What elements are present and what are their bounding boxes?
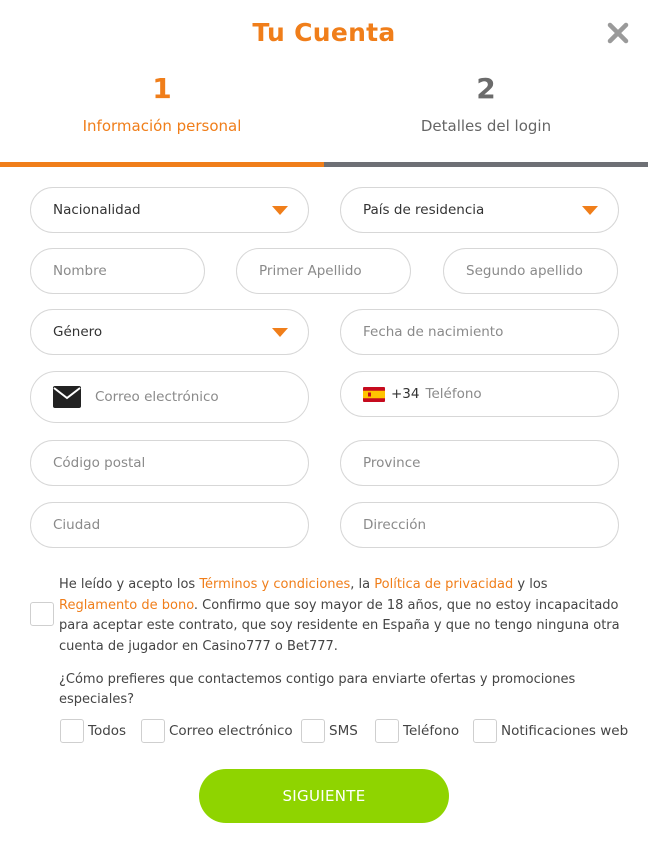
bonus-rules-link[interactable]: Reglamento de bono (59, 597, 194, 613)
birth-date-placeholder: Fecha de nacimiento (363, 324, 504, 340)
province-placeholder: Province (363, 455, 421, 471)
contact-question: ¿Cómo prefieres que contactemos contigo para enviarte ofertas y promociones especiales? (59, 672, 576, 707)
residence-value: País de residencia (363, 202, 485, 218)
option-label: Teléfono (403, 723, 460, 739)
contact-option-phone[interactable] (375, 718, 459, 744)
terms-text (59, 575, 624, 657)
step-number: 1 (152, 72, 172, 105)
contact-option-all[interactable] (60, 718, 126, 744)
terms-text-part: He leído y acepto los (59, 577, 200, 592)
option-label: Notificaciones web (501, 723, 629, 739)
phone-field[interactable] (340, 371, 619, 417)
birth-date-field[interactable] (340, 309, 619, 355)
terms-text-part: y los (513, 577, 548, 592)
step-progress-active (0, 162, 324, 167)
nationality-select[interactable] (30, 187, 309, 233)
second-surname-field[interactable] (443, 248, 618, 294)
checkbox[interactable] (375, 719, 399, 743)
page-title: Tu Cuenta (252, 18, 396, 47)
phone-prefix: +34 (391, 386, 420, 402)
option-label: Todos (88, 723, 127, 739)
nationality-value: Nacionalidad (53, 202, 141, 218)
phone-placeholder: Teléfono (425, 386, 482, 402)
chevron-down-icon (272, 206, 288, 215)
contact-option-sms[interactable] (301, 718, 358, 744)
postal-code-placeholder: Código postal (53, 455, 146, 471)
step-number: 2 (476, 72, 496, 105)
envelope-icon (53, 386, 81, 408)
contact-option-email[interactable] (141, 718, 293, 744)
option-label: Correo electrónico (169, 723, 293, 739)
first-surname-field[interactable] (236, 248, 411, 294)
terms-link[interactable]: Términos y condiciones (199, 577, 351, 592)
contact-option-web-notifications[interactable] (473, 718, 628, 744)
privacy-policy-link[interactable]: Política de privacidad (374, 577, 514, 592)
address-field[interactable] (340, 502, 619, 548)
checkbox[interactable] (301, 719, 325, 743)
chevron-down-icon (272, 328, 288, 337)
step-personal-info[interactable] (0, 0, 324, 135)
gender-value: Género (53, 324, 103, 340)
step-progress-inactive (324, 162, 648, 167)
residence-select[interactable] (340, 187, 619, 233)
step-label: Información personal (82, 117, 242, 135)
checkbox[interactable] (141, 719, 165, 743)
next-button[interactable]: SIGUIENTE (199, 769, 449, 823)
email-placeholder: Correo electrónico (95, 389, 219, 405)
terms-checkbox[interactable] (30, 602, 54, 626)
checkbox[interactable] (60, 719, 84, 743)
terms-text-part: , la (350, 577, 375, 592)
first-name-placeholder: Nombre (53, 263, 107, 279)
email-field[interactable] (30, 371, 309, 423)
first-surname-placeholder: Primer Apellido (259, 263, 362, 279)
first-name-field[interactable] (30, 248, 205, 294)
step-label: Detalles del login (420, 117, 552, 135)
checkbox[interactable] (473, 719, 497, 743)
chevron-down-icon (582, 206, 598, 215)
city-placeholder: Ciudad (53, 517, 101, 533)
option-label: SMS (329, 723, 358, 739)
address-placeholder: Dirección (363, 517, 427, 533)
province-field[interactable] (340, 440, 619, 486)
step-login-details[interactable] (324, 0, 648, 135)
terms-text-part: . Confirmo que soy mayor de 18 años, que no estoy incapacitado para aceptar este contrato, que soy residente en España y que no tengo ninguna otra cuenta de jugador en Casino777 o Bet777. (59, 597, 620, 654)
postal-code-field[interactable] (30, 440, 309, 486)
second-surname-placeholder: Segundo apellido (466, 263, 583, 279)
city-field[interactable] (30, 502, 309, 548)
gender-select[interactable] (30, 309, 309, 355)
spain-flag-icon (363, 387, 385, 402)
